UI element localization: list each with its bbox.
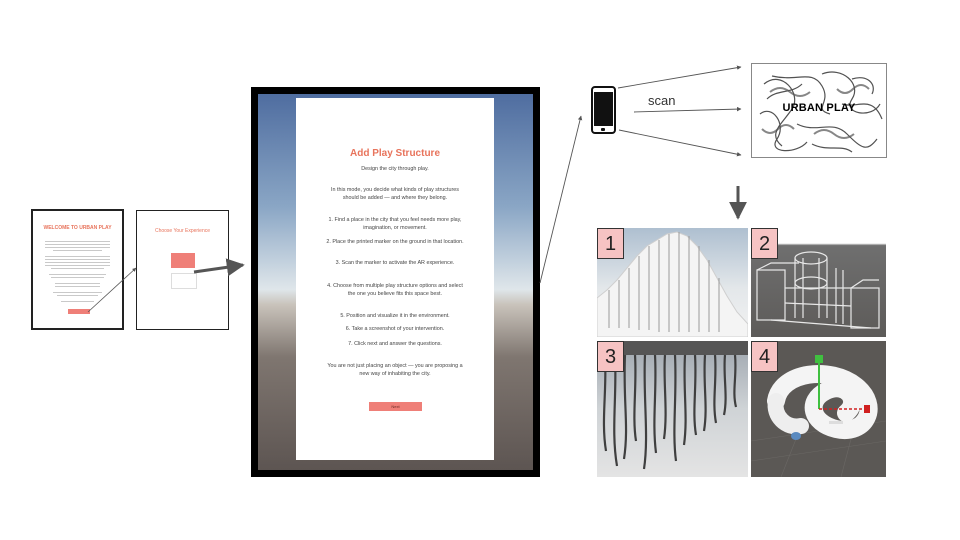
structure-option-4[interactable]	[751, 341, 886, 477]
step-item: 7. Click next and answer the questions.	[348, 341, 442, 347]
next-button[interactable]: Next	[369, 402, 422, 411]
structure-number-badge: 4	[751, 341, 778, 372]
scan-label: scan	[648, 93, 676, 108]
choose-title: Choose Your Experience	[154, 228, 211, 234]
card-intro: In this mode, you decide what kinds of play structures should be added — and where they belong.	[331, 187, 459, 201]
structure-option-1[interactable]	[597, 228, 748, 337]
structure-option-3[interactable]	[597, 341, 748, 477]
welcome-title: WELCOME TO URBAN PLAY	[43, 225, 112, 231]
scan-arrow-top	[618, 67, 741, 88]
structure-number-badge: 2	[751, 228, 778, 259]
marker-title: URBAN PLAY	[782, 102, 856, 114]
structure-number-badge: 3	[597, 341, 624, 372]
step-item: 6. Take a screenshot of your intervention.	[345, 326, 445, 332]
to-phone-arrow	[540, 116, 581, 283]
step-item: 5. Position and visualize it in the environment.	[340, 313, 450, 319]
structure-option-2[interactable]	[751, 228, 886, 337]
structure-number-badge: 1	[597, 228, 624, 259]
step-item: 4. Choose from multiple play structure options and select the one you believe fits this space best.	[327, 283, 463, 297]
scan-arrow-mid	[634, 109, 741, 112]
step-item: 3. Scan the marker to activate the AR experience.	[335, 260, 455, 266]
step-item: 1. Find a place in the city that you feel needs more play, imagination, or movement.	[328, 217, 462, 231]
card-subtitle: Design the city through play.	[361, 166, 429, 172]
scan-arrow-bottom	[619, 130, 741, 155]
screen-flow-arrow	[194, 265, 243, 272]
step-item: 2. Place the printed marker on the ground in that location.	[326, 239, 464, 245]
card-closing: You are not just placing an object — you are proposing a new way of inhabiting the city.	[327, 363, 463, 377]
card-title: Add Play Structure	[349, 148, 441, 159]
connector-arrow	[88, 268, 136, 312]
